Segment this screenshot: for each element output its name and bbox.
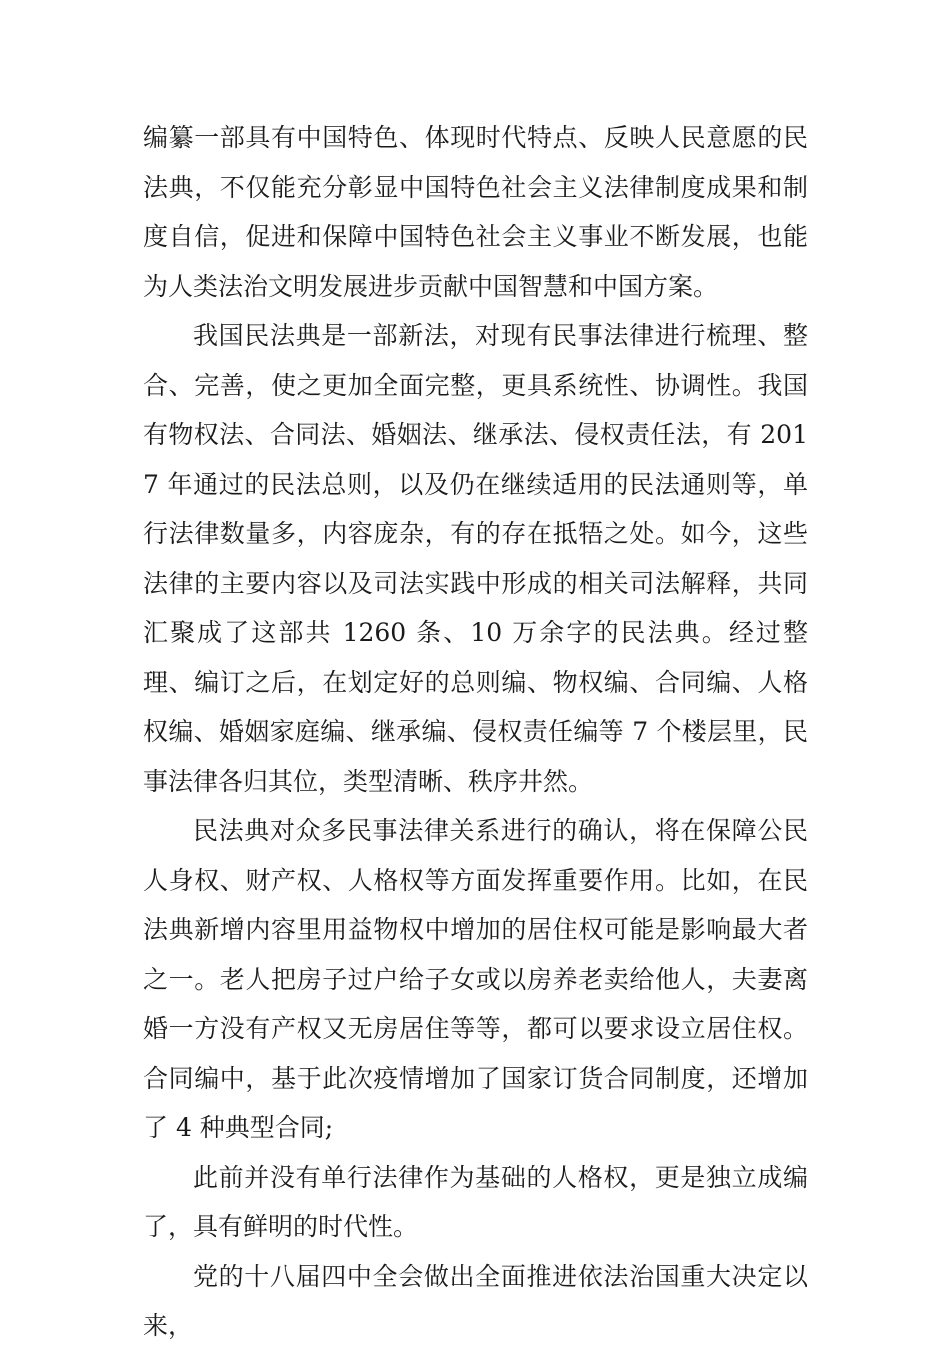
paragraph-5: 党的十八届四中全会做出全面推进依法治国重大决定以来， xyxy=(143,1261,808,1340)
document-body xyxy=(143,113,808,1351)
paragraph-1: 编纂一部具有中国特色、体现时代特点、反映人民意愿的民法典，不仅能充分彰显中国特色社会主义法律制度成果和制度自信，促进和保障中国特色社会主义事业不断发展，也能为人类法治文明发展进步贡献中国智慧和中国方案。 xyxy=(143,123,808,301)
paragraph-3: 民法典对众多民事法律关系进行的确认，将在保障公民人身权、财产权、人格权等方面发挥重要作用。比如，在民法典新增内容里用益物权中增加的居住权可能是影响最大者之一。老人把房子过户给子女或以房养老卖给他人，夫妻离婚一方没有产权又无房居住等等，都可以要求设立居住权。合同编中，基于此次疫情增加了国家订货合同制度，还增加了 4 种典型合同; xyxy=(143,816,808,1142)
paragraph-4: 此前并没有单行法律作为基础的人格权，更是独立成编了，具有鲜明的时代性。 xyxy=(143,1162,808,1241)
paragraph-2: 我国民法典是一部新法，对现有民事法律进行梳理、整合、完善，使之更加全面完整，更具系统性、协调性。我国有物权法、合同法、婚姻法、继承法、侵权责任法，有 2017 年通过的民法总则，以及仍在继续适用的民法通则等，单行法律数量多，内容庞杂，有的存在抵牾之处。如今，这些法律的主要内容以及司法实践中形成的相关司法解释，共同汇聚成了这部共 1260 条、10 万余字的民法典。经过整理、编订之后，在划定好的总则编、物权编、合同编、人格权编、婚姻家庭编、继承编、侵权责任编等 7 个楼层里，民事法律各归其位，类型清晰、秩序井然。 xyxy=(143,321,808,796)
